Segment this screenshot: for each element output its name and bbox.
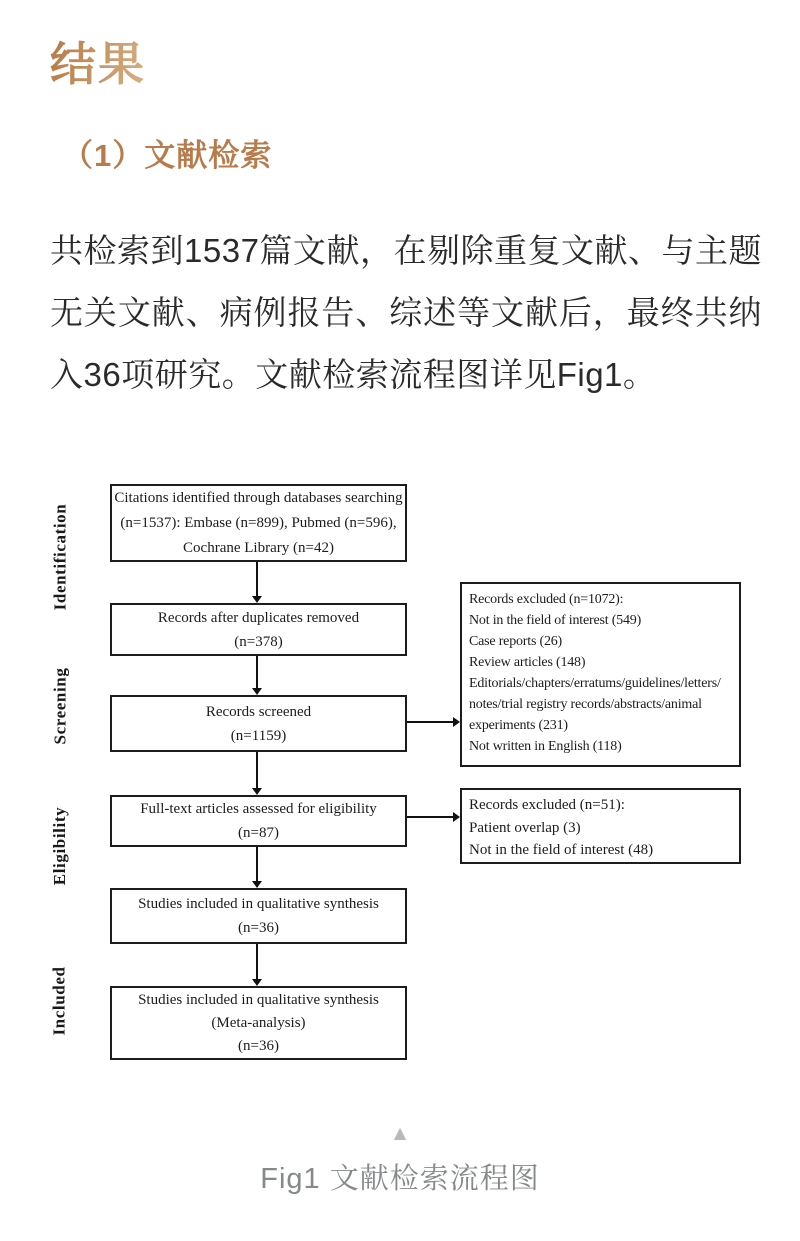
figure-flowchart [0,455,800,1085]
flow-box-qualitative-synthesis: Studies included in qualitative synthesis (n=36) [110,888,407,944]
figure-caption: Fig1 文献检索流程图 [260,1163,540,1195]
flow-box-records-screened: Records screened (n=1159) [110,695,407,752]
flow-box-citations-identified: Citations identified through databases searching (n=1537): Embase (n=899), Pubmed (n=596), Cochrane Library (n=42) [110,484,407,562]
triangle-up-icon: ▲ [389,1122,411,1145]
arrow-down-icon [256,847,258,881]
page-title: 结果 [50,28,146,94]
arrow-right-icon [407,816,453,818]
arrow-down-icon [256,562,258,596]
flow-box-duplicates-removed: Records after duplicates removed (n=378) [110,603,407,656]
stage-label-included: Included [50,966,69,1036]
stage-label-identification: Identification [50,503,69,611]
flow-box-records-excluded-51: Records excluded (n=51): Patient overlap (3) Not in the field of interest (48) [460,788,741,864]
arrow-down-icon [256,944,258,979]
section-heading: （1）文献检索 [62,138,273,173]
stage-label-eligibility: Eligibility [50,806,69,886]
arrow-down-icon [256,752,258,788]
arrow-right-icon [407,721,453,723]
flow-box-records-excluded-1072: Records excluded (n=1072): Not in the field of interest (549) Case reports (26) Review articles (148) Editorials/chapters/erratums/guidelines/letters/ notes/trial registry records/abstracts/animal experiments (231) Not written in English (118) [460,582,741,767]
flow-box-fulltext-assessed: Full-text articles assessed for eligibility (n=87) [110,795,407,847]
arrow-down-icon [256,656,258,688]
body-paragraph: 共检索到1537篇文献，在剔除重复文献、与主题无关文献、病例报告、综述等文献后，最终共纳入36项研究。文献检索流程图详见Fig1。 [50,232,762,393]
flow-box-meta-analysis: Studies included in qualitative synthesis (Meta-analysis) (n=36) [110,986,407,1060]
stage-label-screening: Screening [50,667,69,745]
